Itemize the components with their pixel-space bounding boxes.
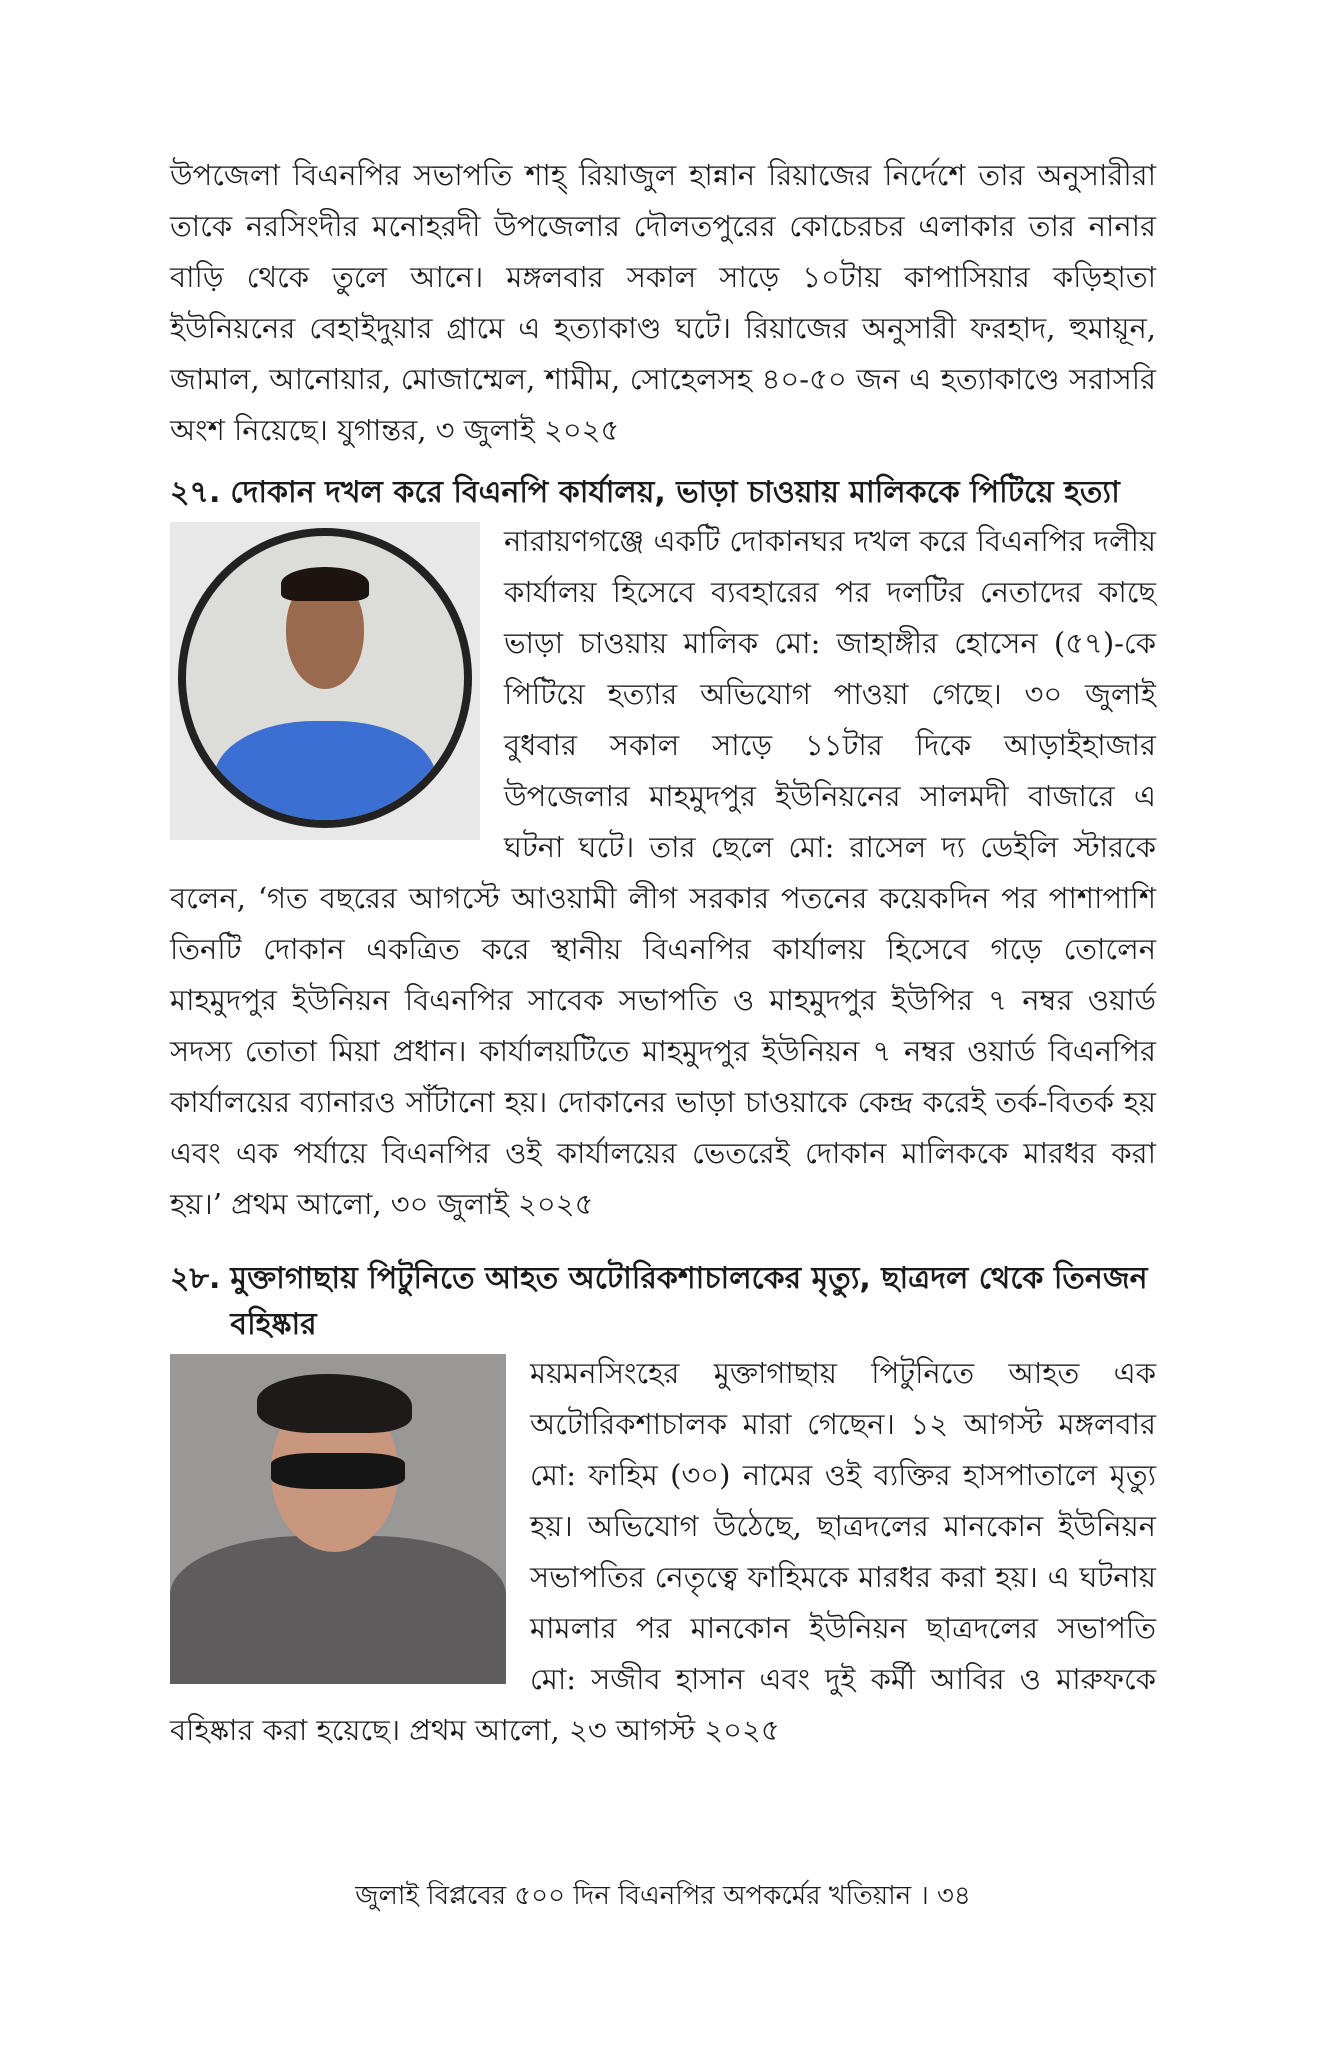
section-28 (170, 1256, 1156, 1756)
section-heading (170, 470, 1156, 516)
section-title: মুক্তাগাছায় পিটুনিতে আহত অটোরিকশাচালকের মৃত্যু, ছাত্রদল থেকে তিনজন বহিষ্কার (230, 1261, 1148, 1342)
section-number: ২৮. (170, 1261, 221, 1296)
section-body: ময়মনসিংহের মুক্তাগাছায় পিটুনিতে আহত এক অটোরিকশাচালক মারা গেছেন। ১২ আগস্ট মঙ্গলবার মো: ফাহিম (৩০) নামের ওই ব্যক্তির হাসপাতালে মৃত্যু হয়। অভিযোগ উঠেছে, ছাত্রদলের মানকোন ইউনিয়ন সভাপতির নেতৃত্বে ফাহিমকে মারধর করা হয়। এ ঘটনায় মামলার পর মানকোন ইউনিয়ন ছাত্রদলের সভাপতি মো: সজীব হাসান এবং দুই কর্মী আবির ও মারুফকে বহিষ্কার করা হয়েছে। প্রথম আলো, ২৩ আগস্ট ২০২৫ (170, 1356, 1156, 1747)
victim-photo (170, 1354, 506, 1684)
page-number: ৩৪ (937, 1881, 971, 1911)
section-heading (170, 1256, 1156, 1348)
page-footer (0, 1878, 1326, 1914)
section-body: নারায়ণগঞ্জে একটি দোকানঘর দখল করে বিএনপির দলীয় কার্যালয় হিসেবে ব্যবহারের পর দলটির নেতাদের কাছে ভাড়া চাওয়ায় মালিক মো: জাহাঙ্গীর হোসেন (৫৭)-কে পিটিয়ে হত্যার অভিযোগ পাওয়া গেছে। ৩০ জুলাই বুধবার সকাল সাড়ে ১১টার দিকে আড়াইহাজার উপজেলার মাহমুদপুর ইউনিয়নের সালমদী বাজারে এ ঘটনা ঘটে। তার ছেলে মো: রাসেল দ্য ডেইলি স্টারকে বলেন, ‘গত বছরের আগস্টে আওয়ামী লীগ সরকার পতনের কয়েকদিন পর পাশাপাশি তিনটি দোকান একত্রিত করে স্থানীয় বিএনপির কার্যালয় হিসেবে গড়ে তোলেন মাহমুদপুর ইউনিয়ন বিএনপির সাবেক সভাপতি ও মাহমুদপুর ইউপির ৭ নম্বর ওয়ার্ড সদস্য তোতা মিয়া প্রধান। কার্যালয়টিতে মাহমুদপুর ইউনিয়ন ৭ নম্বর ওয়ার্ড বিএনপির কার্যালয়ের ব্যানারও সাঁটানো হয়। দোকানের ভাড়া চাওয়াকে কেন্দ্র করেই তর্ক-বিতর্ক হয় এবং এক পর্যায়ে বিএনপির ওই কার্যালয়ের ভেতরেই দোকান মালিককে মারধর করা হয়।’ প্রথম আলো, ৩০ জুলাই ২০২৫ (170, 524, 1156, 1221)
victim-photo-circular (170, 522, 480, 840)
section-title: দোকান দখল করে বিএনপি কার্যালয়, ভাড়া চাওয়ায় মালিককে পিটিয়ে হত্যা (230, 475, 1120, 510)
intro-paragraph: উপজেলা বিএনপির সভাপতি শাহ্ রিয়াজুল হান্নান রিয়াজের নির্দেশে তার অনুসারীরা তাকে নরসিংদীর মনোহরদী উপজেলার দৌলতপুরের কোচেরচর এলাকার তার নানার বাড়ি থেকে তুলে আনে। মঙ্গলবার সকাল সাড়ে ১০টায় কাপাসিয়ার কড়িহাতা ইউনিয়নের বেহাইদুয়ার গ্রামে এ হত্যাকাণ্ড ঘটে। রিয়াজের অনুসারী ফরহাদ, হুমায়ূন, জামাল, আনোয়ার, মোজাম্মেল, শামীম, সোহেলসহ ৪০-৫০ জন এ হত্যাকাণ্ডে সরাসরি অংশ নিয়েছে। যুগান্তর, ৩ জুলাই ২০২৫ (170, 158, 1156, 447)
section-number: ২৭. (170, 475, 221, 510)
page-content (170, 150, 1156, 1756)
footer-separator: । (919, 1881, 929, 1911)
section-27 (170, 470, 1156, 1230)
book-title: জুলাই বিপ্লবের ৫০০ দিন বিএনপির অপকর্মের খতিয়ান (355, 1881, 912, 1911)
